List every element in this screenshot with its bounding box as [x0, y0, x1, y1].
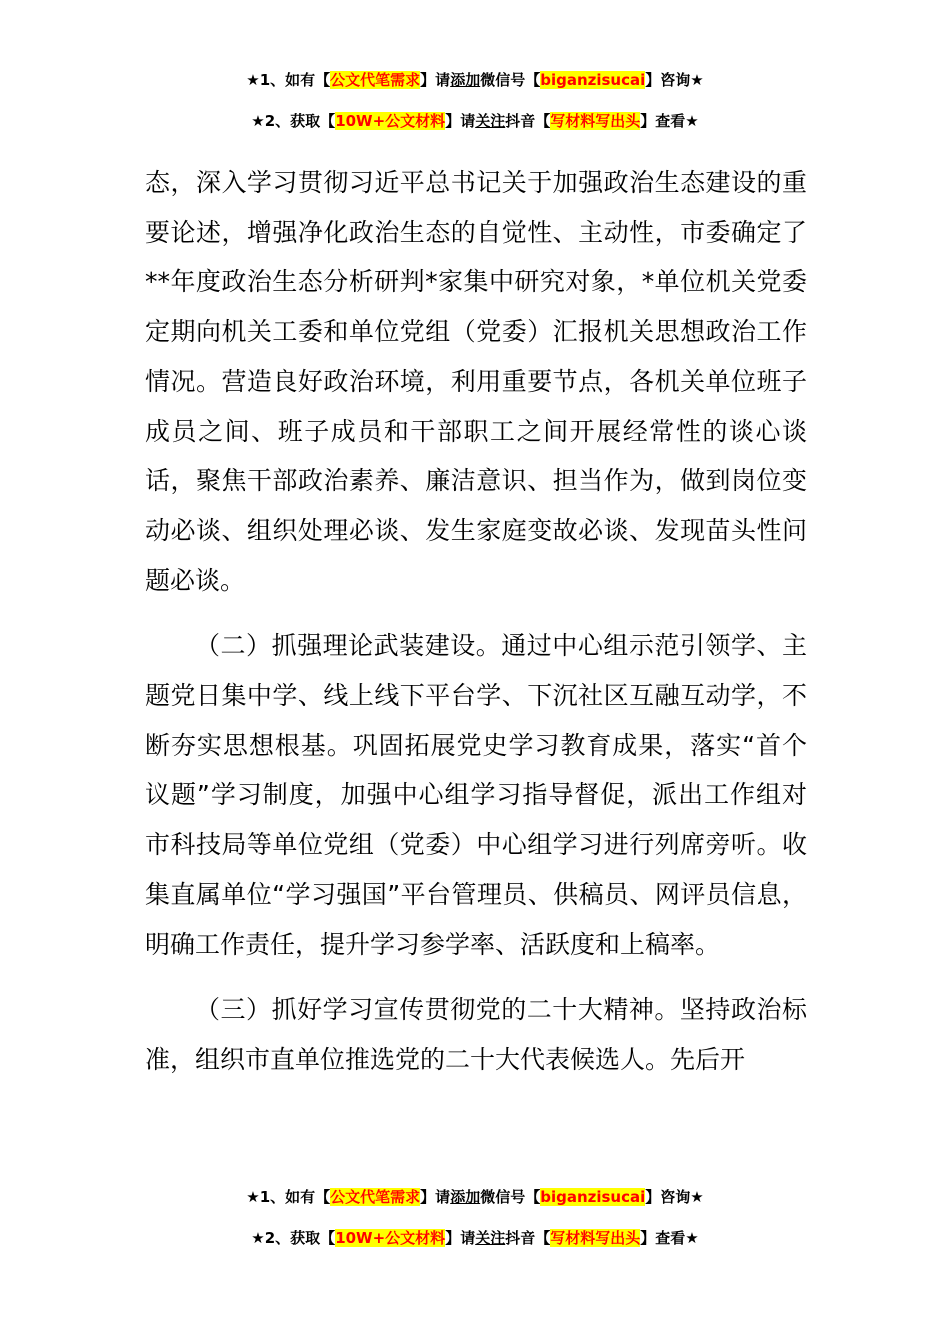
banner-text: 】请 [445, 112, 476, 130]
document-body [145, 158, 807, 1085]
paragraph-continued: 态，深入学习贯彻习近平总书记关于加强政治生态建设的重要论述，增强净化政治生态的自觉性、主动性，市委确定了**年度政治生态分析研判*家集中研究对象，*单位机关党委定期向机关工委和单位党组（党委）汇报机关思想政治工作情况。营造良好政治环境，利用重要节点，各机关单位班子成员之间、班子成员和干部职工之间开展经常性的谈心谈话，聚焦干部政治素养、廉洁意识、担当作为，做到岗位变动必谈、组织处理必谈、发生家庭变故必谈、发现苗头性问题必谈。 [145, 168, 807, 595]
banner-text: 抖音【 [505, 1229, 551, 1247]
banner-text: 】查看★ [640, 1229, 699, 1247]
banner-text: 】请 [420, 71, 451, 89]
banner-text: 微信号【 [480, 1188, 541, 1206]
banner-text: 抖音【 [505, 112, 551, 130]
banner-highlight: 公文代笔需求 [330, 71, 421, 89]
banner-text: 】咨询★ [645, 1188, 704, 1206]
header-banner-line-1 [0, 70, 950, 90]
banner-text: ★2、获取【 [251, 1229, 336, 1247]
banner-wechat-id: biganzisucai [540, 71, 646, 89]
banner-underline: 添加 [450, 1188, 481, 1206]
paragraph-section-3: （三）抓好学习宣传贯彻党的二十大精神。坚持政治标准，组织市直单位推选党的二十大代表候选人。先后开 [145, 995, 807, 1074]
banner-underline: 关注 [475, 1229, 506, 1247]
banner-text: 】查看★ [640, 112, 699, 130]
banner-text: ★1、如有【 [246, 1188, 331, 1206]
banner-wechat-id: biganzisucai [540, 1188, 646, 1206]
banner-underline: 添加 [450, 71, 481, 89]
banner-text: 】咨询★ [645, 71, 704, 89]
banner-text: 】请 [445, 1229, 476, 1247]
banner-text: 】请 [420, 1188, 451, 1206]
banner-douyin-id: 写材料写出头 [550, 1229, 641, 1247]
paragraph-section-2: （二）抓强理论武装建设。通过中心组示范引领学、主题党日集中学、线上线下平台学、下沉社区互融互动学，不断夯实思想根基。巩固拓展党史学习教育成果，落实“首个议题”学习制度，加强中心组学习指导督促，派出工作组对市科技局等单位党组（党委）中心组学习进行列席旁听。收集直属单位“学习强国”平台管理员、供稿员、网评员信息，明确工作责任，提升学习参学率、活跃度和上稿率。 [145, 631, 807, 959]
header-banner-line-2 [0, 111, 950, 131]
banner-underline: 关注 [475, 112, 506, 130]
banner-douyin-id: 写材料写出头 [550, 112, 641, 130]
banner-highlight: 公文代笔需求 [330, 1188, 421, 1206]
banner-text: 微信号【 [480, 71, 541, 89]
banner-highlight: 10W+公文材料 [335, 1229, 446, 1247]
footer-banner-line-2 [0, 1228, 950, 1248]
footer-banner-line-1 [0, 1187, 950, 1207]
banner-text: ★1、如有【 [246, 71, 331, 89]
banner-highlight: 10W+公文材料 [335, 112, 446, 130]
banner-text: ★2、获取【 [251, 112, 336, 130]
